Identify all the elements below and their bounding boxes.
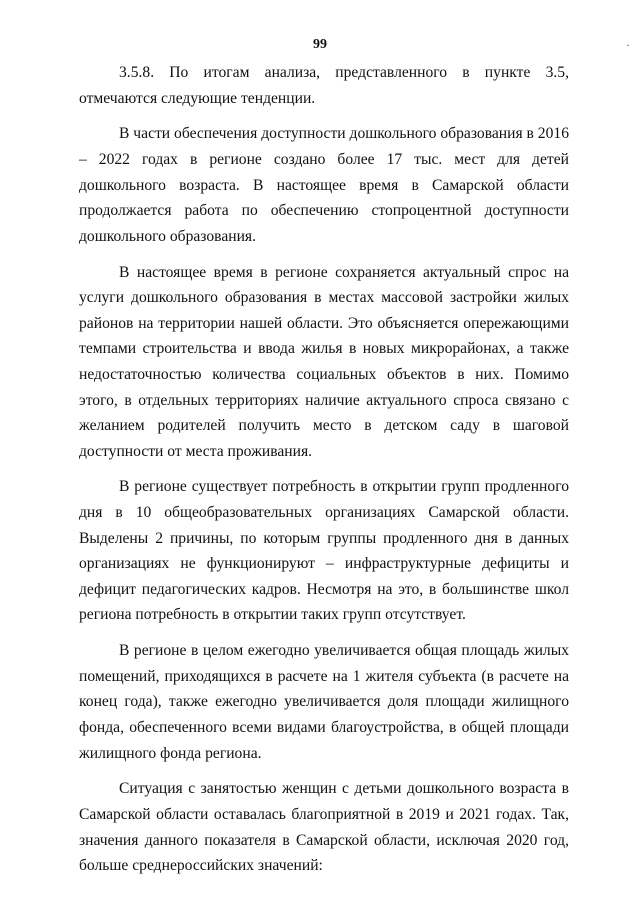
paragraph-tendencies-intro: 3.5.8. По итогам анализа, представленного в пункте 3.5, отмечаются следующие тенденции.: [79, 64, 569, 107]
paragraph-extended-day-groups: В регионе существует потребность в открытии групп продленного дня в 10 общеобразовательных организациях Самарской области. Выделены 2 причины, по которым группы продленного дня в данных организациях не функционируют – инфраструктурные дефициты и дефицит педагогических кадров. Несмотря на это, в большинстве школ региона потребность в открытии таких групп отсутствует.: [79, 478, 569, 624]
paragraph-preschool-demand: В настоящее время в регионе сохраняется актуальный спрос на услуги дошкольного образования в местах массовой застройки жилых районов на территории нашей области. Это объясняется опережающими темпами строительства и ввода жилья в новых микрорайонах, а также недостаточностью количества социальных объектов в них. Помимо этого, в отдельных территориях наличие актуального спроса связано с желанием родителей получить место в детском саду в шаговой доступности от места проживания.: [79, 263, 569, 460]
paragraph-housing: В регионе в целом ежегодно увеличивается общая площадь жилых помещений, приходящихся в расчете на 1 жителя субъекта (в расчете на конец года), также ежегодно увеличивается доля площади жилищного фонда, обеспеченного всеми видами благоустройства, в общей площади жилищного фонда региона.: [79, 642, 569, 762]
scan-edge-mark: ·: [626, 38, 630, 52]
paragraph-women-employment: Ситуация с занятостью женщин с детьми дошкольного возраста в Самарской области оставалась благоприятной в 2019 и 2021 годах. Так, значения данного показателя в Самарской области, исключая 2020 год, больше среднероссийских значений:: [79, 780, 569, 875]
document-body: [79, 60, 569, 879]
page-number: 99: [313, 37, 327, 52]
paragraph-preschool-availability: В части обеспечения доступности дошкольного образования в 2016 – 2022 годах в регионе создано более 17 тыс. мест для детей дошкольного возраста. В настоящее время в Самарской области продолжается работа по обеспечению стопроцентной доступности дошкольного образования.: [79, 125, 569, 245]
